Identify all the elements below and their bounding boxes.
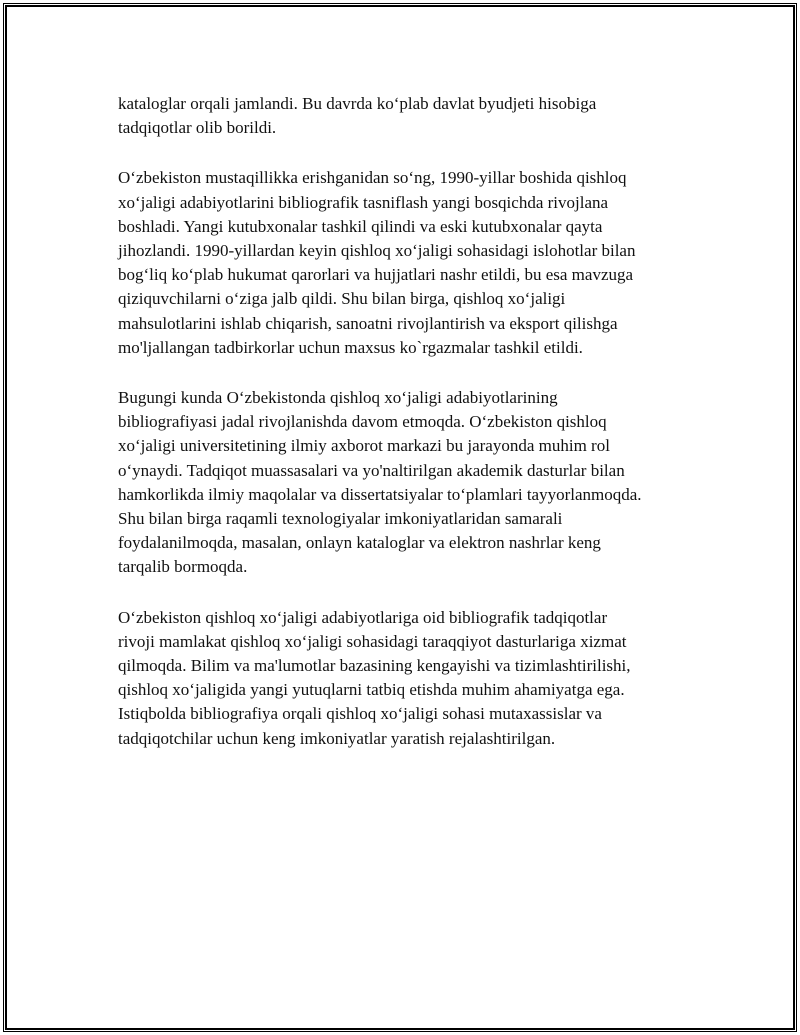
document-body [118,92,698,777]
paragraph-2: O‘zbekiston mustaqillikka erishganidan so‘ng, 1990-yillar boshida qishloq xo‘jaligi adabiyotlarini bibliografik tasniflash yangi bosqichda rivojlana boshladi. Yangi kutubxonalar tashkil qilindi va eski kutubxonalar qayta jihozlandi. 1990-yillardan keyin qishloq xo‘jaligi sohasidagi islohotlar bilan bog‘liq ko‘plab hukumat qarorlari va hujjatlari nashr etildi, bu esa mavzuga qiziquvchilarni o‘ziga jalb qildi. Shu bilan birga, qishloq xo‘jaligi mahsulotlarini ishlab chiqarish, sanoatni rivojlantirish va eksport qilishga mo'ljallangan tadbirkorlar uchun maxsus ko`rgazmalar tashkil etildi. [118,168,636,357]
paragraph-3: Bugungi kunda O‘zbekistonda qishloq xo‘jaligi adabiyotlarining bibliografiyasi jadal rivojlanishda davom etmoqda. O‘zbekiston qishloq xo‘jaligi universitetining ilmiy axborot markazi bu jarayonda muhim rol o‘ynaydi. Tadqiqot muassasalari va yo'naltirilgan akademik dasturlar bilan hamkorlikda ilmiy maqolalar va dissertatsiyalar to‘plamlari tayyorlanmoqda. Shu bilan birga raqamli texnologiyalar imkoniyatlaridan samarali foydalanilmoqda, masalan, onlayn kataloglar va elektron nashrlar keng tarqalib bormoqda. [118,388,642,577]
paragraph-1: kataloglar orqali jamlandi. Bu davrda ko‘plab davlat byudjeti hisobiga tadqiqotlar olib borildi. [118,94,597,138]
paragraph-4: O‘zbekiston qishloq xo‘jaligi adabiyotlariga oid bibliografik tadqiqotlar rivoji mamlakat qishloq xo‘jaligi sohasidagi taraqqiyot dasturlariga xizmat qilmoqda. Bilim va ma'lumotlar bazasining kengayishi va tizimlashtirilishi, qishloq xo‘jaligida yangi yutuqlarni tatbiq etishda muhim ahamiyatga ega. Istiqbolda bibliografiya orqali qishloq xo‘jaligi sohasi mutaxassislar va tadqiqotchilar uchun keng imkoniyatlar yaratish rejalashtirilgan. [118,607,631,748]
